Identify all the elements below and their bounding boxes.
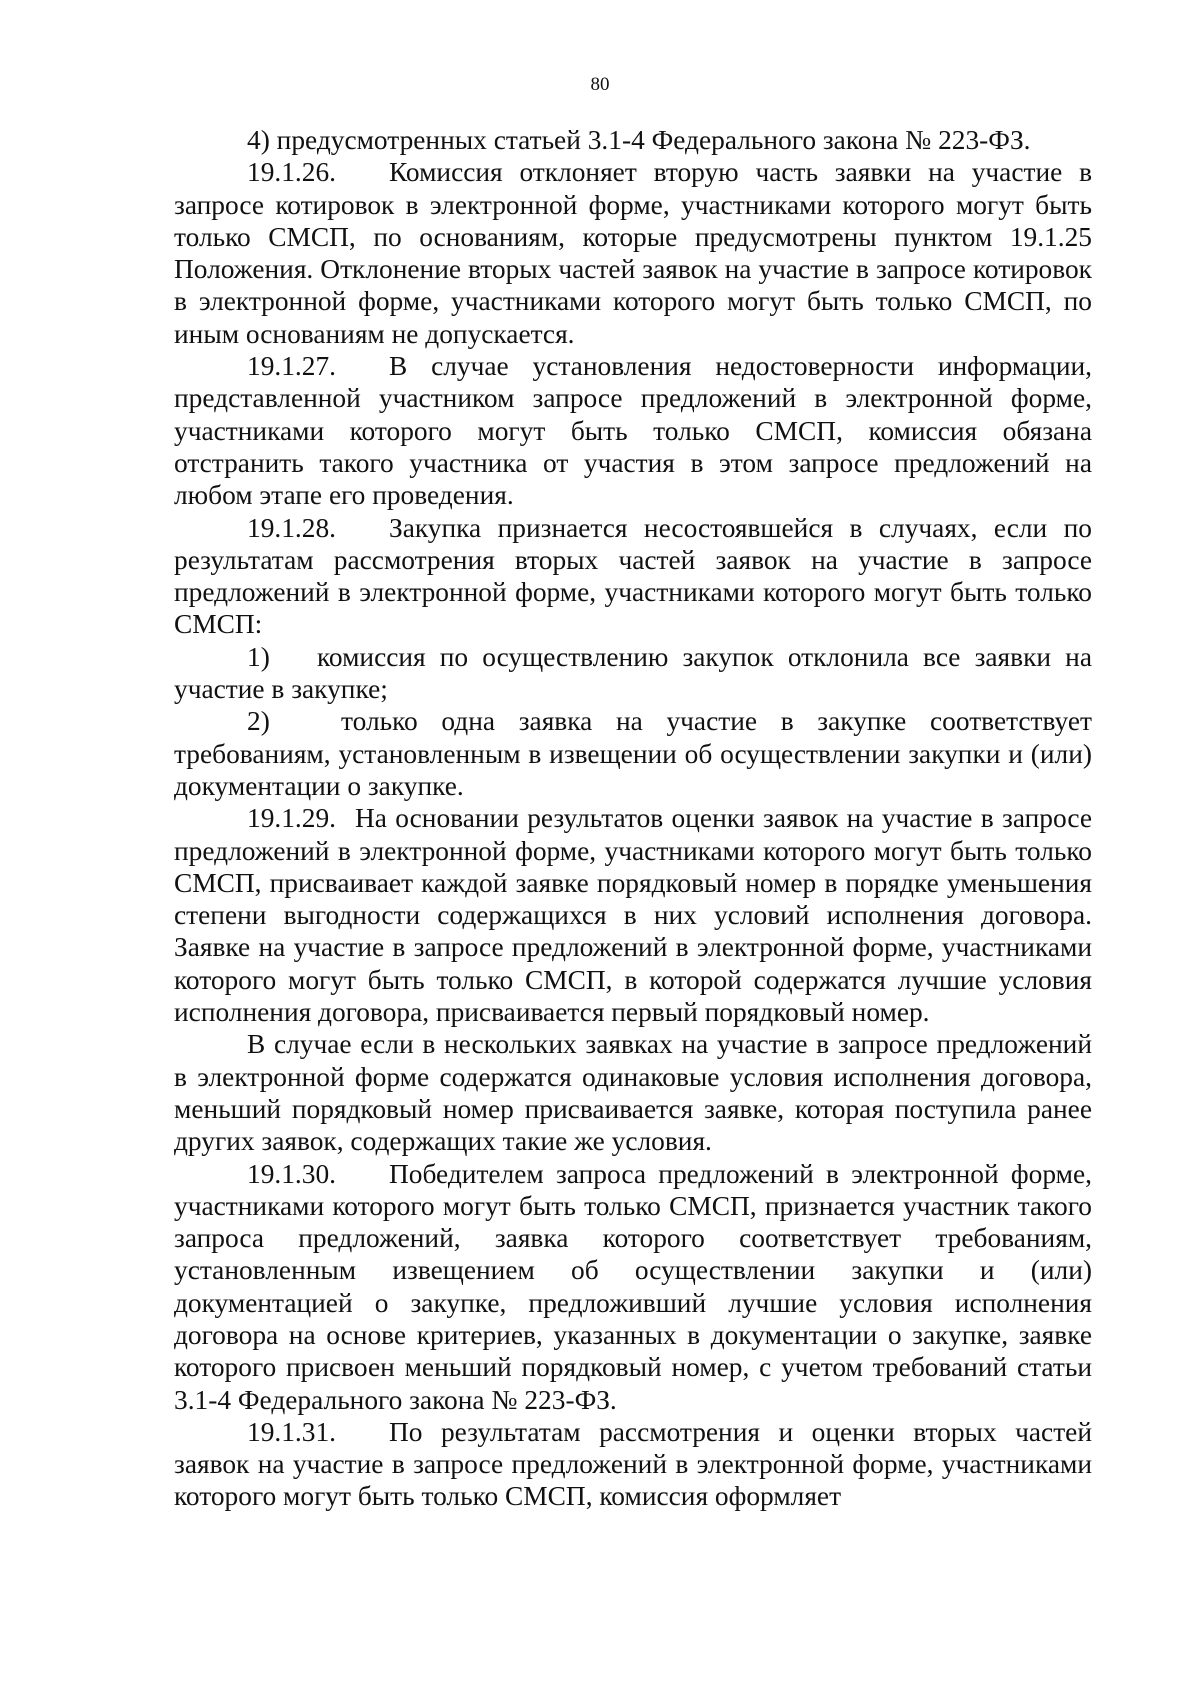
paragraph-number: 19.1.31. <box>247 1416 337 1447</box>
paragraph-19-1-30 <box>174 1158 1092 1416</box>
page-number: 80 <box>590 74 610 95</box>
list-item-number: 1) <box>247 641 270 672</box>
list-item-1 <box>174 641 1092 706</box>
paragraph-text: Победителем запроса предложений в электронной форме, участниками которого могут быть только СМСП, признается участник такого запроса предложений, заявка которого соответствует требованиям, установленным извещением об осуществлении закупки и (или) документацией о закупке, предложивший лучшие условия исполнения договора на основе критериев, указанных в документации о закупке, заявке которого присвоен меньший порядковый номер, с учетом требований статьи 3.1-4 Федерального закона № 223-ФЗ. <box>174 1158 1092 1415</box>
paragraph-number: 19.1.26. <box>247 157 337 188</box>
paragraph-19-1-29 <box>174 802 1092 1028</box>
paragraph-text: Комиссия отклоняет вторую часть заявки на участие в запросе котировок в электронной форме, участниками которого могут быть только СМСП, по основаниям, которые предусмотрены пунктом 19.1.25 Положения. Отклонение вторых частей заявок на участие в запросе котировок в электронной форме, участниками которого могут быть только СМСП, по иным основаниям не допускается. <box>174 157 1092 349</box>
paragraph-number: 19.1.28. <box>247 512 337 543</box>
paragraph-text: На основании результатов оценки заявок на участие в запросе предложений в электронной форме, участниками которого могут быть только СМСП, присваивает каждой заявке порядковый номер в порядке уменьшения степени выгодности содержащихся в них условий исполнения договора. Заявке на участие в запросе предложений в электронной форме, участниками которого могут быть только СМСП, в которой содержатся лучшие условия исполнения договора, присваивается первый порядковый номер. <box>174 803 1092 1028</box>
list-item-number: 2) <box>247 706 270 737</box>
paragraph-equal-conditions <box>174 1028 1092 1157</box>
document-body <box>174 124 1092 1513</box>
paragraph-19-1-31 <box>174 1416 1092 1513</box>
paragraph-text: В случае если в нескольких заявках на участие в запросе предложений в электронной форме содержатся одинаковые условия исполнения договора, меньший порядковый номер присваивается заявке, которая поступила ранее других заявок, содержащих такие же условия. <box>174 1029 1092 1157</box>
paragraph-19-1-26 <box>174 156 1092 350</box>
list-item-2 <box>174 705 1092 802</box>
list-item-text: комиссия по осуществлению закупок отклонила все заявки на участие в закупке; <box>174 641 1092 705</box>
paragraph-text: По результатам рассмотрения и оценки вторых частей заявок на участие в запросе предложений в электронной форме, участниками которого могут быть только СМСП, комиссия оформляет <box>174 1416 1092 1512</box>
list-item-text: только одна заявка на участие в закупке соответствует требованиям, установленным в извещении об осуществлении закупки и (или) документации о закупке. <box>174 706 1092 801</box>
paragraph-number: 19.1.27. <box>247 351 337 382</box>
paragraph-text: Закупка признается несостоявшейся в случаях, если по результатам рассмотрения вторых частей заявок на участие в запросе предложений в электронной форме, участниками которого могут быть только СМСП: <box>174 512 1092 640</box>
paragraph-number: 19.1.29. <box>247 803 337 834</box>
paragraph-number: 19.1.30. <box>247 1158 337 1189</box>
paragraph-19-1-28 <box>174 512 1092 641</box>
paragraph-text: 4) предусмотренных статьей 3.1-4 Федерального закона № 223-ФЗ. <box>247 125 1031 155</box>
paragraph-item-4 <box>174 124 1092 156</box>
paragraph-19-1-27 <box>174 350 1092 511</box>
paragraph-text: В случае установления недостоверности информации, представленной участником запросе предложений в электронной форме, участниками которого могут быть только СМСП, комиссия обязана отстранить такого участника от участия в этом запросе предложений на любом этапе его проведения. <box>174 351 1092 511</box>
